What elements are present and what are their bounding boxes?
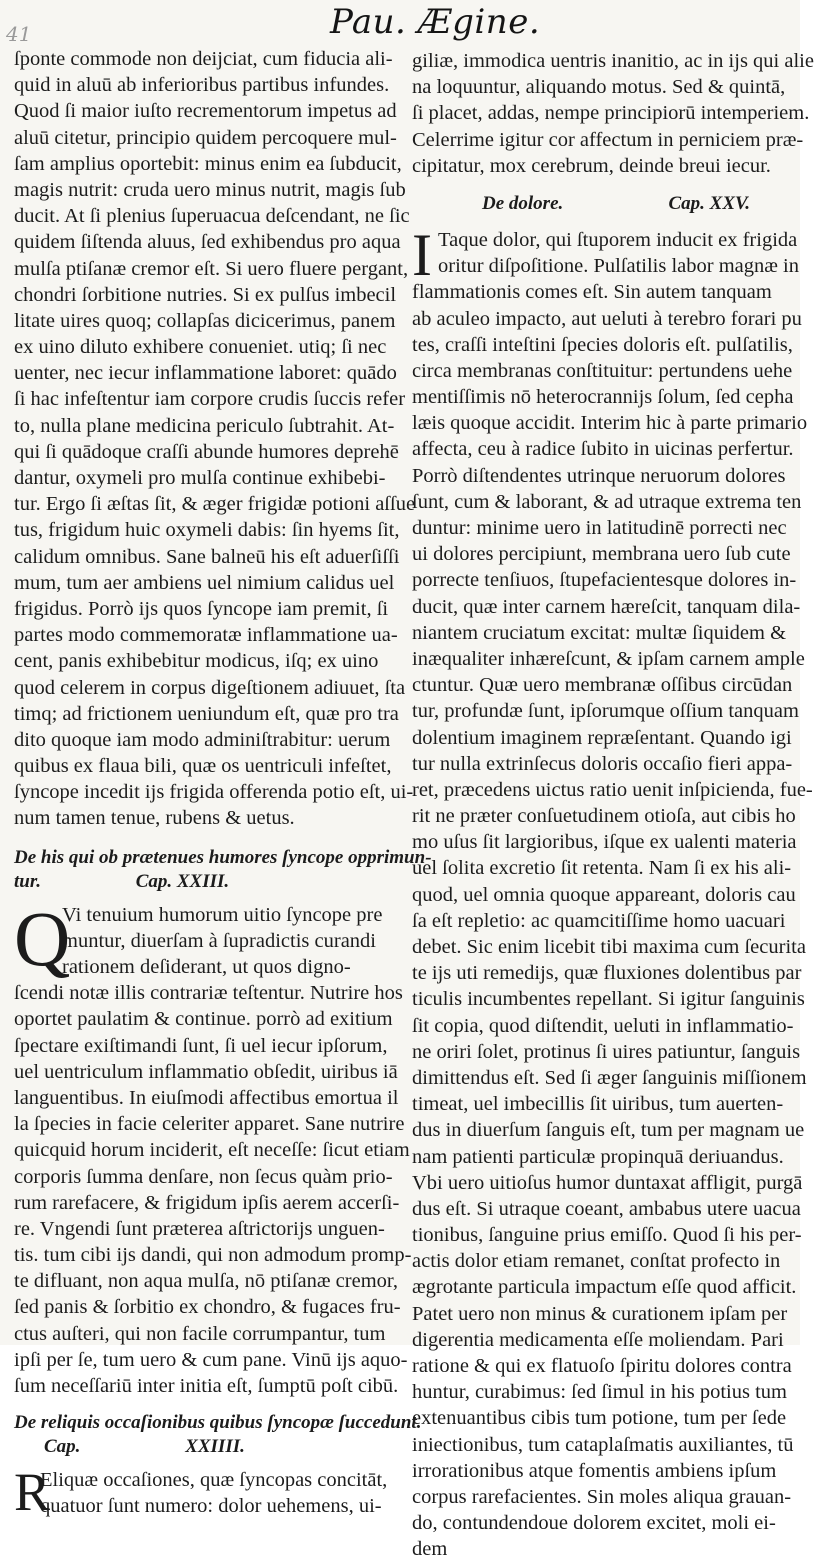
text-line: Quod ſi maior iuſto recrementorum impetus ad <box>14 100 397 123</box>
left-top-paragraph <box>14 46 416 832</box>
heading-23-cont-text: tur. <box>14 870 41 892</box>
text-line: partes modo commemoratæ inflammatione ua- <box>14 624 398 647</box>
text-line: tionibus, ſanguine prius emiſſo. Quod ſi his per- <box>412 1224 802 1247</box>
chapter-heading-24-cap <box>14 1435 398 1459</box>
chapter-number-23: Cap. XXIII. <box>135 870 230 892</box>
text-line: ſit copia, quod diſtendit, ueluti in inflammatio- <box>412 1014 794 1037</box>
text-line: irrorationibus atque fomentis ambiens ipſum <box>412 1459 777 1482</box>
chapter-heading-25 <box>412 191 790 217</box>
right-top-paragraph <box>412 48 814 179</box>
chapter-title-25: De dolore. <box>482 192 564 214</box>
text-line: la ſpecies in facie celeriter apparet. Sane nutrire <box>14 1113 405 1136</box>
chapter-label-24: Cap. <box>44 1436 81 1458</box>
text-line: ui dolores percipiunt, membrana uero ſub cute <box>412 543 791 566</box>
text-line: ſyncope incedit ijs frigida offerenda potio eſt, ui- <box>14 781 414 804</box>
text-line: uenter, nec iecur inflammatione laboret: quādo <box>14 362 397 385</box>
text-line: calidum omnibus. Sane balneū his eſt aduerſiſſi <box>14 545 400 568</box>
text-line: niantem cruciatum excitat: multæ ſiquidem & <box>412 621 787 644</box>
section-23-text <box>14 894 412 1400</box>
text-line: Eliquæ occaſiones, quæ ſyncopas concitāt, <box>40 1469 388 1492</box>
text-line: læis quoque accidit. Interim hic à parte primario <box>412 412 808 435</box>
chapter-heading-24: De reliquis occaſionibus quibus ſyncopæ ſuccedunt. <box>14 1412 422 1434</box>
text-line: na loquuntur, aliquando motus. Sed & quintā, <box>412 76 786 99</box>
text-line: giliæ, immodica uentris inanitio, ac in ijs qui alie <box>412 50 814 72</box>
text-line: dus eſt. Si utraque coeant, ambabus utere uacua <box>412 1197 801 1220</box>
text-line: qui ſi quādoque craſſi abunde humores deprehē <box>14 440 399 463</box>
section-23 <box>14 894 412 1400</box>
text-line: ſunt, cum & laborant, & ad utraque extrema ten <box>412 490 802 513</box>
text-line: timq; ad frictionem ueniundum eſt, quæ pro tra <box>14 702 399 725</box>
text-line: ſa eſt repletio: ac quamcitiſſime homo uacuari <box>412 909 786 932</box>
text-line: tus, frigidum huic oxymeli dabis: ſin hyems ſit, <box>14 519 400 542</box>
text-line: languentibus. In eiuſmodi affectibus emortua il <box>14 1086 399 1109</box>
text-line: cent, panis exhibebitur modicus, iſq; ex uino <box>14 650 379 673</box>
page-number: 41 <box>6 22 32 46</box>
text-line: huntur, curabimus: ſed ſimul in his potius tum <box>412 1381 787 1404</box>
text-line: ſi placet, addas, nempe principiorū intemperiem. <box>412 102 810 125</box>
text-line: mo uſus ſit largioribus, iſque ex ualenti materia <box>412 831 797 854</box>
text-line: ticulis incumbentes repellant. Si igitur ſanguinis <box>412 988 805 1011</box>
text-line: Taque dolor, qui ſtuporem inducit ex frigida <box>438 228 798 251</box>
text-line: dito quoque iam modo adminiſtrabitur: uerum <box>14 728 391 751</box>
text-line: ſpectare exiſtimandi ſunt, ſi uel iecur ipſorum, <box>14 1034 388 1057</box>
text-line: circa membranas conſtituitur: pertundens uehe <box>412 359 793 382</box>
section-25-text <box>412 221 813 1563</box>
text-line: tis. tum cibi ijs dandi, qui non admodum promp- <box>14 1244 412 1267</box>
text-line: oportet paulatim & continue. porrò ad exitium <box>14 1008 393 1031</box>
text-line: iniectionibus, tum cataplaſmatis auxiliantes, tū <box>412 1433 794 1456</box>
text-line: num tamen tenue, rubens & uetus. <box>14 807 295 830</box>
text-line: Vbi uero uitioſus humor duntaxat affligit, purgā <box>412 1171 803 1194</box>
text-line: aluū citetur, principio quidem percoquere mul- <box>14 126 397 149</box>
text-line: quicquid horum inciderit, eſt neceſſe: ſicut etiam <box>14 1139 410 1162</box>
text-line: Patet uero non minus & curationem ipſam per <box>412 1302 788 1325</box>
text-line: litate uires quoq; collapſas dicicerimus, panem <box>14 309 396 332</box>
text-line: quidem ſiſtenda aluus, ſed exhibendus pro aqua <box>14 231 401 254</box>
text-line: duntur: minime uero in latitudinē porrecti nec <box>412 517 787 539</box>
text-line: ducit. At ſi plenius ſuperuacua deſcendant, ne ſic <box>14 205 410 228</box>
right-column <box>412 48 814 1563</box>
section-25 <box>412 221 813 1563</box>
text-line: quatuor ſunt numero: dolor uehemens, ui- <box>40 1495 382 1518</box>
text-line: ducit, quæ inter carnem hæreſcit, tanquam dila- <box>412 595 801 618</box>
text-line: ret, præcedens uictus ratio uenit inſpicienda, fue- <box>412 778 813 801</box>
text-line: Porrò diſtendentes utrinque neruorum dolores <box>412 464 786 487</box>
text-line: dimittendus eſt. Sed ſi æger ſanguinis miſſionem <box>412 1066 807 1089</box>
text-line: quid in aluū ab inferioribus partibus infundes. <box>14 74 390 97</box>
text-line: corporis ſumma denſare, non ſecus quàm prio- <box>14 1165 393 1188</box>
text-line: chondri ſorbitione nutries. Si ex pulſus imbecil <box>14 283 397 306</box>
text-line: dolentium imaginem repræſentant. Quando igi <box>412 726 792 749</box>
text-line: cipitatur, mox cerebrum, deinde breui iecur. <box>412 154 771 177</box>
text-line: magis nutrit: cruda uero minus nutrit, magis ſub <box>14 178 406 201</box>
text-line: ratione & qui ex flatuoſo ſpiritu dolores contra <box>412 1355 792 1377</box>
text-line: quod celerem in corpus digeſtionem adiuuet, ſta <box>14 676 406 699</box>
text-line: ſed panis & ſorbitio ex chondro, & fugaces fru- <box>14 1296 401 1319</box>
drop-cap-q: Q <box>14 894 71 982</box>
text-line: ſponte commode non deijciat, cum fiducia ali- <box>14 48 393 70</box>
text-line: tur. Ergo ſi æſtas ſit, & æger frigidæ potioni aſſue <box>14 493 416 516</box>
text-line: mulſa ptiſanæ cremor eſt. Si uero fluere pergant, <box>14 257 409 280</box>
chapter-number-24: XXIIII. <box>185 1436 245 1458</box>
text-line: Vi tenuium humorum uitio ſyncope pre <box>62 903 383 926</box>
text-line: tur nulla extrinſecus doloris occaſio fieri appa- <box>412 752 793 775</box>
text-line: dantur, oxymeli pro mulſa continue exhibebi- <box>14 467 386 489</box>
text-line: rationem deſiderant, ut quos digno- <box>62 956 351 978</box>
text-line: dus in diuerſum ſanguis eſt, tum per magnam ue <box>412 1119 805 1142</box>
text-line: nam patienti particulæ propinquā deriuandus. <box>412 1145 784 1168</box>
running-head: Pau. Ægine. <box>330 2 541 42</box>
text-line: actis dolor etiam remanet, conſtat profecto in <box>412 1250 781 1273</box>
text-line: porrecte tenſiuos, ſtupefacientesque dolores in- <box>412 569 797 592</box>
text-line: ſi hac infeſtentur iam corpore crudis ſuccis refer <box>14 388 406 411</box>
text-line: ab aculeo impacto, aut ueluti à terebro forari pu <box>412 307 802 330</box>
text-line: ſum neceſſariū inter initia eſt, ſumptū poſt cibū. <box>14 1375 399 1397</box>
text-line: uel uentriculum inflammatio obſedit, uiribus iā <box>14 1060 398 1083</box>
text-line: digerentia medicamenta eſſe moliendam. Pari <box>412 1328 784 1351</box>
text-line: mentiſſimis nō heterocrannijs ſolum, ſed cepha <box>412 386 794 409</box>
text-line: oritur diſpoſitione. Pulſatilis labor magnæ in <box>438 255 800 278</box>
text-line: dem <box>412 1538 448 1561</box>
text-line: ſcendi notæ illis contrariæ teſtentur. Nutrire hos <box>14 982 403 1005</box>
text-line: uel ſolita excretio ſit retenta. Nam ſi ex his ali- <box>412 857 792 880</box>
section-24-text <box>14 1462 398 1523</box>
text-line: rum rarefacere, & frigidum ipſis aerem accerſi- <box>14 1191 400 1214</box>
section-24 <box>14 1462 398 1523</box>
chapter-heading-23-cont <box>14 870 398 894</box>
text-line: te ijs uti remedijs, quæ fluxiones dolentibus par <box>412 962 802 985</box>
text-line: timeat, uel imbecillis ſit uiribus, tum auerten- <box>412 1093 784 1116</box>
chapter-number-25: Cap. XXV. <box>668 192 750 214</box>
text-line: ex uino diluto exhibere conueniet. utiq; ſi nec <box>14 336 387 359</box>
text-line: rit ne præter conſuetudinem otioſa, aut cibis ho <box>412 805 796 828</box>
text-line: tur, profundæ ſunt, ipſorumque oſſium tanquam <box>412 700 799 723</box>
text-line: ne oriri ſolet, protinus ſi uires patiuntur, ſanguis <box>412 1040 801 1063</box>
left-column <box>14 46 432 1523</box>
chapter-heading-23: De his qui ob prætenues humores ſyncope opprimun- <box>14 846 432 868</box>
text-line: corpus rarefacientes. Sin moles aliqua grauan- <box>412 1485 792 1508</box>
drop-cap-i: I <box>412 221 432 288</box>
text-line: ægrotante particula impactum eſſe quod afficit. <box>412 1276 797 1299</box>
text-line: quod, uel omnia quoque appareant, doloris cau <box>412 883 796 906</box>
text-line: debet. Sic enim licebit tibi maxima cum ſecurita <box>412 936 806 958</box>
drop-cap-r: R <box>14 1462 51 1523</box>
text-line: ctuntur. Quæ uero membranæ oſſibus circūdan <box>412 674 793 697</box>
text-line: ſam amplius oportebit: minus enim ea ſubducit, <box>14 152 402 175</box>
text-line: affecta, ceu à radice ſubito in uicinas perfertur. <box>412 438 794 461</box>
text-line: tes, craſſi inteſtini ſpecies doloris eſt. pulſatilis, <box>412 333 793 356</box>
text-line: quibus ex flaua bili, quæ os uentriculi infeſtet, <box>14 755 392 778</box>
text-line: mum, tum aer ambiens uel nimium calidus uel <box>14 571 395 594</box>
text-line: flammationis comes eſt. Sin autem tanquam <box>412 281 772 304</box>
text-line: do, contundendoue dolorem excitet, moli ei- <box>412 1512 776 1535</box>
text-line: Celerrime igitur cor affectum in perniciem præ- <box>412 128 804 151</box>
text-line: inæqualiter inhæreſcunt, & ipſam carnem ample <box>412 647 805 670</box>
text-line: ctus auſteri, qui non facile corrumpantur, tum <box>14 1322 386 1345</box>
text-line: frigidus. Porrò ijs quos ſyncope iam premit, ſi <box>14 597 389 620</box>
text-line: muntur, diuerſam à ſupradictis curandi <box>62 929 376 952</box>
text-line: te difluant, non aqua mulſa, nō ptiſanæ cremor, <box>14 1270 399 1293</box>
text-line: ipſi per ſe, tum uero & cum pane. Vinū ijs aquo- <box>14 1348 408 1371</box>
text-line: re. Vngendi ſunt præterea aſtrictorijs unguen- <box>14 1217 385 1240</box>
text-line: extenuantibus cibis tum potione, tum per ſede <box>412 1407 787 1430</box>
text-line: to, nulla plane medicina periculo ſubtrahit. At- <box>14 414 395 437</box>
